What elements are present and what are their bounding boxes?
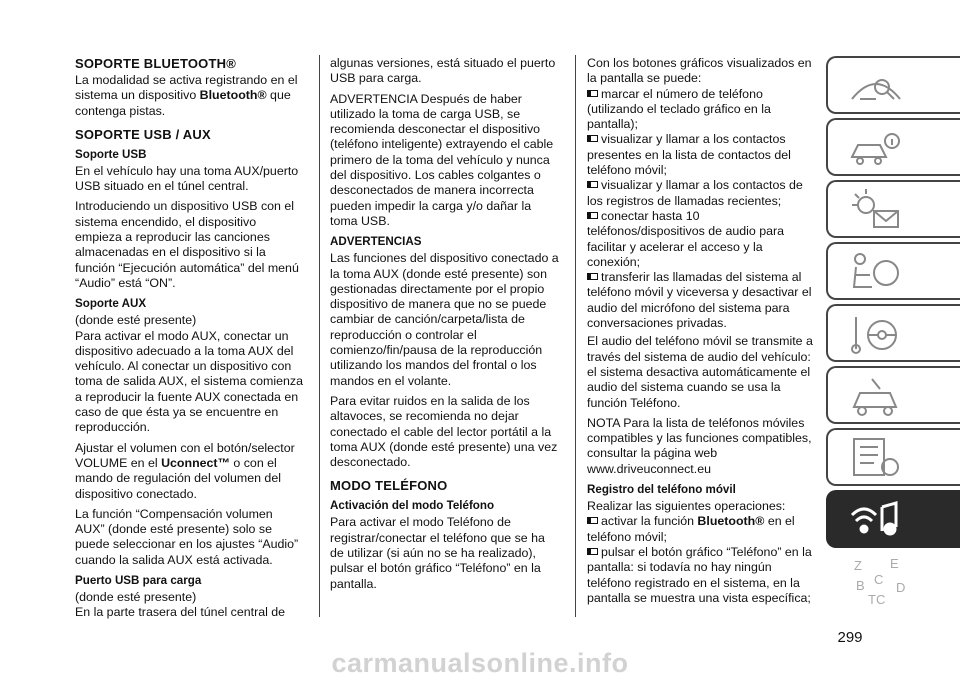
paragraph-nota: NOTA Para la lista de teléfonos móviles compatibles y las funciones compatibles, consultar la página web www.driveuconnect.eu (587, 415, 812, 476)
bold-text: Bluetooth® (199, 88, 267, 103)
dashboard-search-icon (846, 61, 906, 111)
list-item (587, 178, 817, 209)
text: La modalidad se activa registrando en el sistema un dispositivo (75, 73, 298, 103)
text: pulsar el botón gráfico “Teléfono” en la pantalla: si todavía no hay ningún teléfono registrado en el sistema, en la pantalla se muestra una vista específica; (587, 544, 812, 605)
index-letter: Z (854, 558, 862, 573)
bold-text: Bluetooth® (697, 514, 765, 529)
index-letter: C (876, 592, 886, 607)
bullet-icon (587, 181, 598, 188)
subheading-aux: Soporte AUX (75, 297, 147, 311)
paragraph-usb-2: Introduciendo un dispositivo USB con el sistema encendido, el dispositivo empieza a reproducir las canciones almacenadas en el dispositivo si la función “Ejecución automática” del menú “Audio” está “ON”. (75, 199, 299, 290)
paragraph-registro: Realizar las siguientes operaciones: (587, 499, 786, 514)
paragraph-puerto-1: (donde esté presente) (75, 590, 197, 605)
paragraph-aux-3 (75, 441, 305, 502)
bullet-icon (587, 90, 598, 97)
list-item (587, 87, 817, 133)
lights-envelope-icon (846, 185, 906, 235)
bullet-icon (587, 212, 598, 219)
paragraph-advertencias-1: Las funciones del dispositivo conectado a la toma AUX (donde esté presente) son gestionadas directamente por el propio dispositivo de manera que no se puede cambiar de canción/carpeta/lista de reproducción o controlar el comienzo/fin/pausa de la reproducción utilizando los mandos del frontal o los mandos en el volante. (330, 251, 559, 388)
bullet-icon (587, 517, 598, 524)
airbag-seat-icon (846, 247, 906, 297)
list-item (587, 514, 817, 545)
tab-maintenance[interactable] (826, 428, 960, 486)
paragraph-puerto-2: En la parte trasera del túnel central de (75, 605, 286, 620)
text: marcar el número de teléfono (utilizando el teclado gráfico en la pantalla); (587, 86, 771, 132)
car-info-icon (846, 123, 906, 173)
column-divider-2 (575, 55, 576, 617)
index-letter: T (868, 592, 876, 607)
list-item (587, 209, 817, 270)
subheading-activacion: Activación del modo Teléfono (330, 499, 495, 513)
checklist-gear-icon (846, 433, 906, 483)
paragraph-intro: Con los botones gráficos visualizados en la pantalla se puede: (587, 56, 812, 86)
wrench-steering-icon (846, 309, 906, 359)
subheading-usb: Soporte USB (75, 147, 147, 161)
column-3 (587, 56, 817, 606)
heading-usb-aux: SOPORTE USB / AUX (75, 126, 211, 142)
bullet-icon (587, 135, 598, 142)
text: visualizar y llamar a los contactos presentes en la lista de contactos del teléfono móvil; (587, 132, 791, 178)
paragraph-advertencia: ADVERTENCIA Después de haber utilizado la toma de carga USB, se recomienda desconectar el dispositivo (teléfono inteligente) extrayendo el cable primero de la toma del vehículo y nunca del dispositivo. Los cables colgantes o desconectados de manera incorrecta pueden impedir la carga y/o dañar la toma USB. (330, 91, 554, 228)
index-letter: E (890, 556, 899, 571)
text: conectar hasta 10 teléfonos/dispositivos de audio para facilitar y acelerar el acceso y la conexión; (587, 208, 785, 269)
paragraph-audio: El audio del teléfono móvil se transmite a través del sistema de audio del vehículo: el sistema desactiva automáticamente el audio del sistema cuando se usa la función Teléfono. (587, 334, 813, 410)
index-letters-icon (844, 554, 924, 614)
list-item (587, 270, 817, 331)
paragraph-activacion: Para activar el modo Teléfono de registrar/conectar el teléfono que se ha de utilizar (si aún no se ha realizado), pulsar el botón gráfico “Teléfono” en la pantalla. (330, 515, 545, 591)
multimedia-icon (846, 495, 906, 545)
bullet-icon (587, 273, 598, 280)
column-1 (75, 56, 305, 626)
text: en el teléfono móvil; (587, 514, 795, 544)
watermark: carmanualsonline.info (331, 648, 629, 678)
tab-index[interactable] (826, 554, 960, 612)
page-number: 299 (837, 629, 863, 646)
text: activar la función (601, 514, 698, 529)
index-letter: B (856, 578, 865, 593)
index-letter: C (874, 572, 884, 587)
paragraph-aux-1: (donde esté presente) (75, 313, 197, 328)
paragraph-aux-4: La función “Compensación volumen AUX” (donde esté presente) solo se puede seleccionar en los ajustes “Audio” cuando la salida AUX está activada. (75, 506, 299, 567)
tab-multimedia[interactable] (826, 490, 960, 548)
list-item (587, 545, 817, 606)
tab-emergency[interactable] (826, 366, 960, 424)
paragraph-bluetooth (75, 73, 305, 119)
bold-text: Uconnect™ (161, 455, 230, 470)
list-item (587, 132, 817, 178)
tab-lights-warnings[interactable] (826, 180, 960, 238)
paragraph-usb-1: En el vehículo hay una toma AUX/puerto USB situado en el túnel central. (75, 163, 299, 194)
paragraph-continued: algunas versiones, está situado el puerto USB para carga. (330, 56, 556, 86)
text: transferir las llamadas del sistema al teléfono móvil y viceversa y desactivar el audio del micrófono del sistema para conversaciones privadas. (587, 270, 812, 331)
column-2 (330, 56, 561, 597)
tab-car-info[interactable] (826, 118, 960, 176)
tab-dashboard[interactable] (826, 56, 960, 114)
car-tools-icon (846, 371, 906, 421)
subheading-advertencias: ADVERTENCIAS (330, 235, 422, 249)
tab-safety[interactable] (826, 242, 960, 300)
paragraph-aux-2: Para activar el modo AUX, conectar un dispositivo adecuado a la toma AUX del vehículo. Al conectar un dispositivo con toma de salida AUX, el sistema comienza a reproducir la fuente AUX conectada en caso de que ésta ya se encuentre en reproducción. (75, 328, 303, 435)
heading-bluetooth: SOPORTE BLUETOOTH® (75, 56, 237, 71)
subheading-registro: Registro del teléfono móvil (587, 483, 736, 497)
heading-modo-telefono: MODO TELÉFONO (330, 478, 448, 494)
text: que contenga pistas. (75, 88, 291, 118)
bullet-icon (587, 548, 598, 555)
paragraph-advertencias-2: Para evitar ruidos en la salida de los altavoces, se recomienda no dejar conectado el cable del lector portátil a la toma AUX (donde esté presente) una vez desconectado. (330, 393, 558, 470)
index-letter: D (896, 580, 906, 595)
text: o con el mando de regulación del volumen del dispositivo conectado. (75, 455, 281, 501)
text: visualizar y llamar a los contactos de los registros de llamadas recientes; (587, 178, 803, 208)
tab-starting-driving[interactable] (826, 304, 960, 362)
column-divider-1 (319, 55, 320, 617)
text: Ajustar el volumen con el botón/selector VOLUME en el (75, 440, 295, 470)
subheading-puerto-usb: Puerto USB para carga (75, 574, 202, 588)
